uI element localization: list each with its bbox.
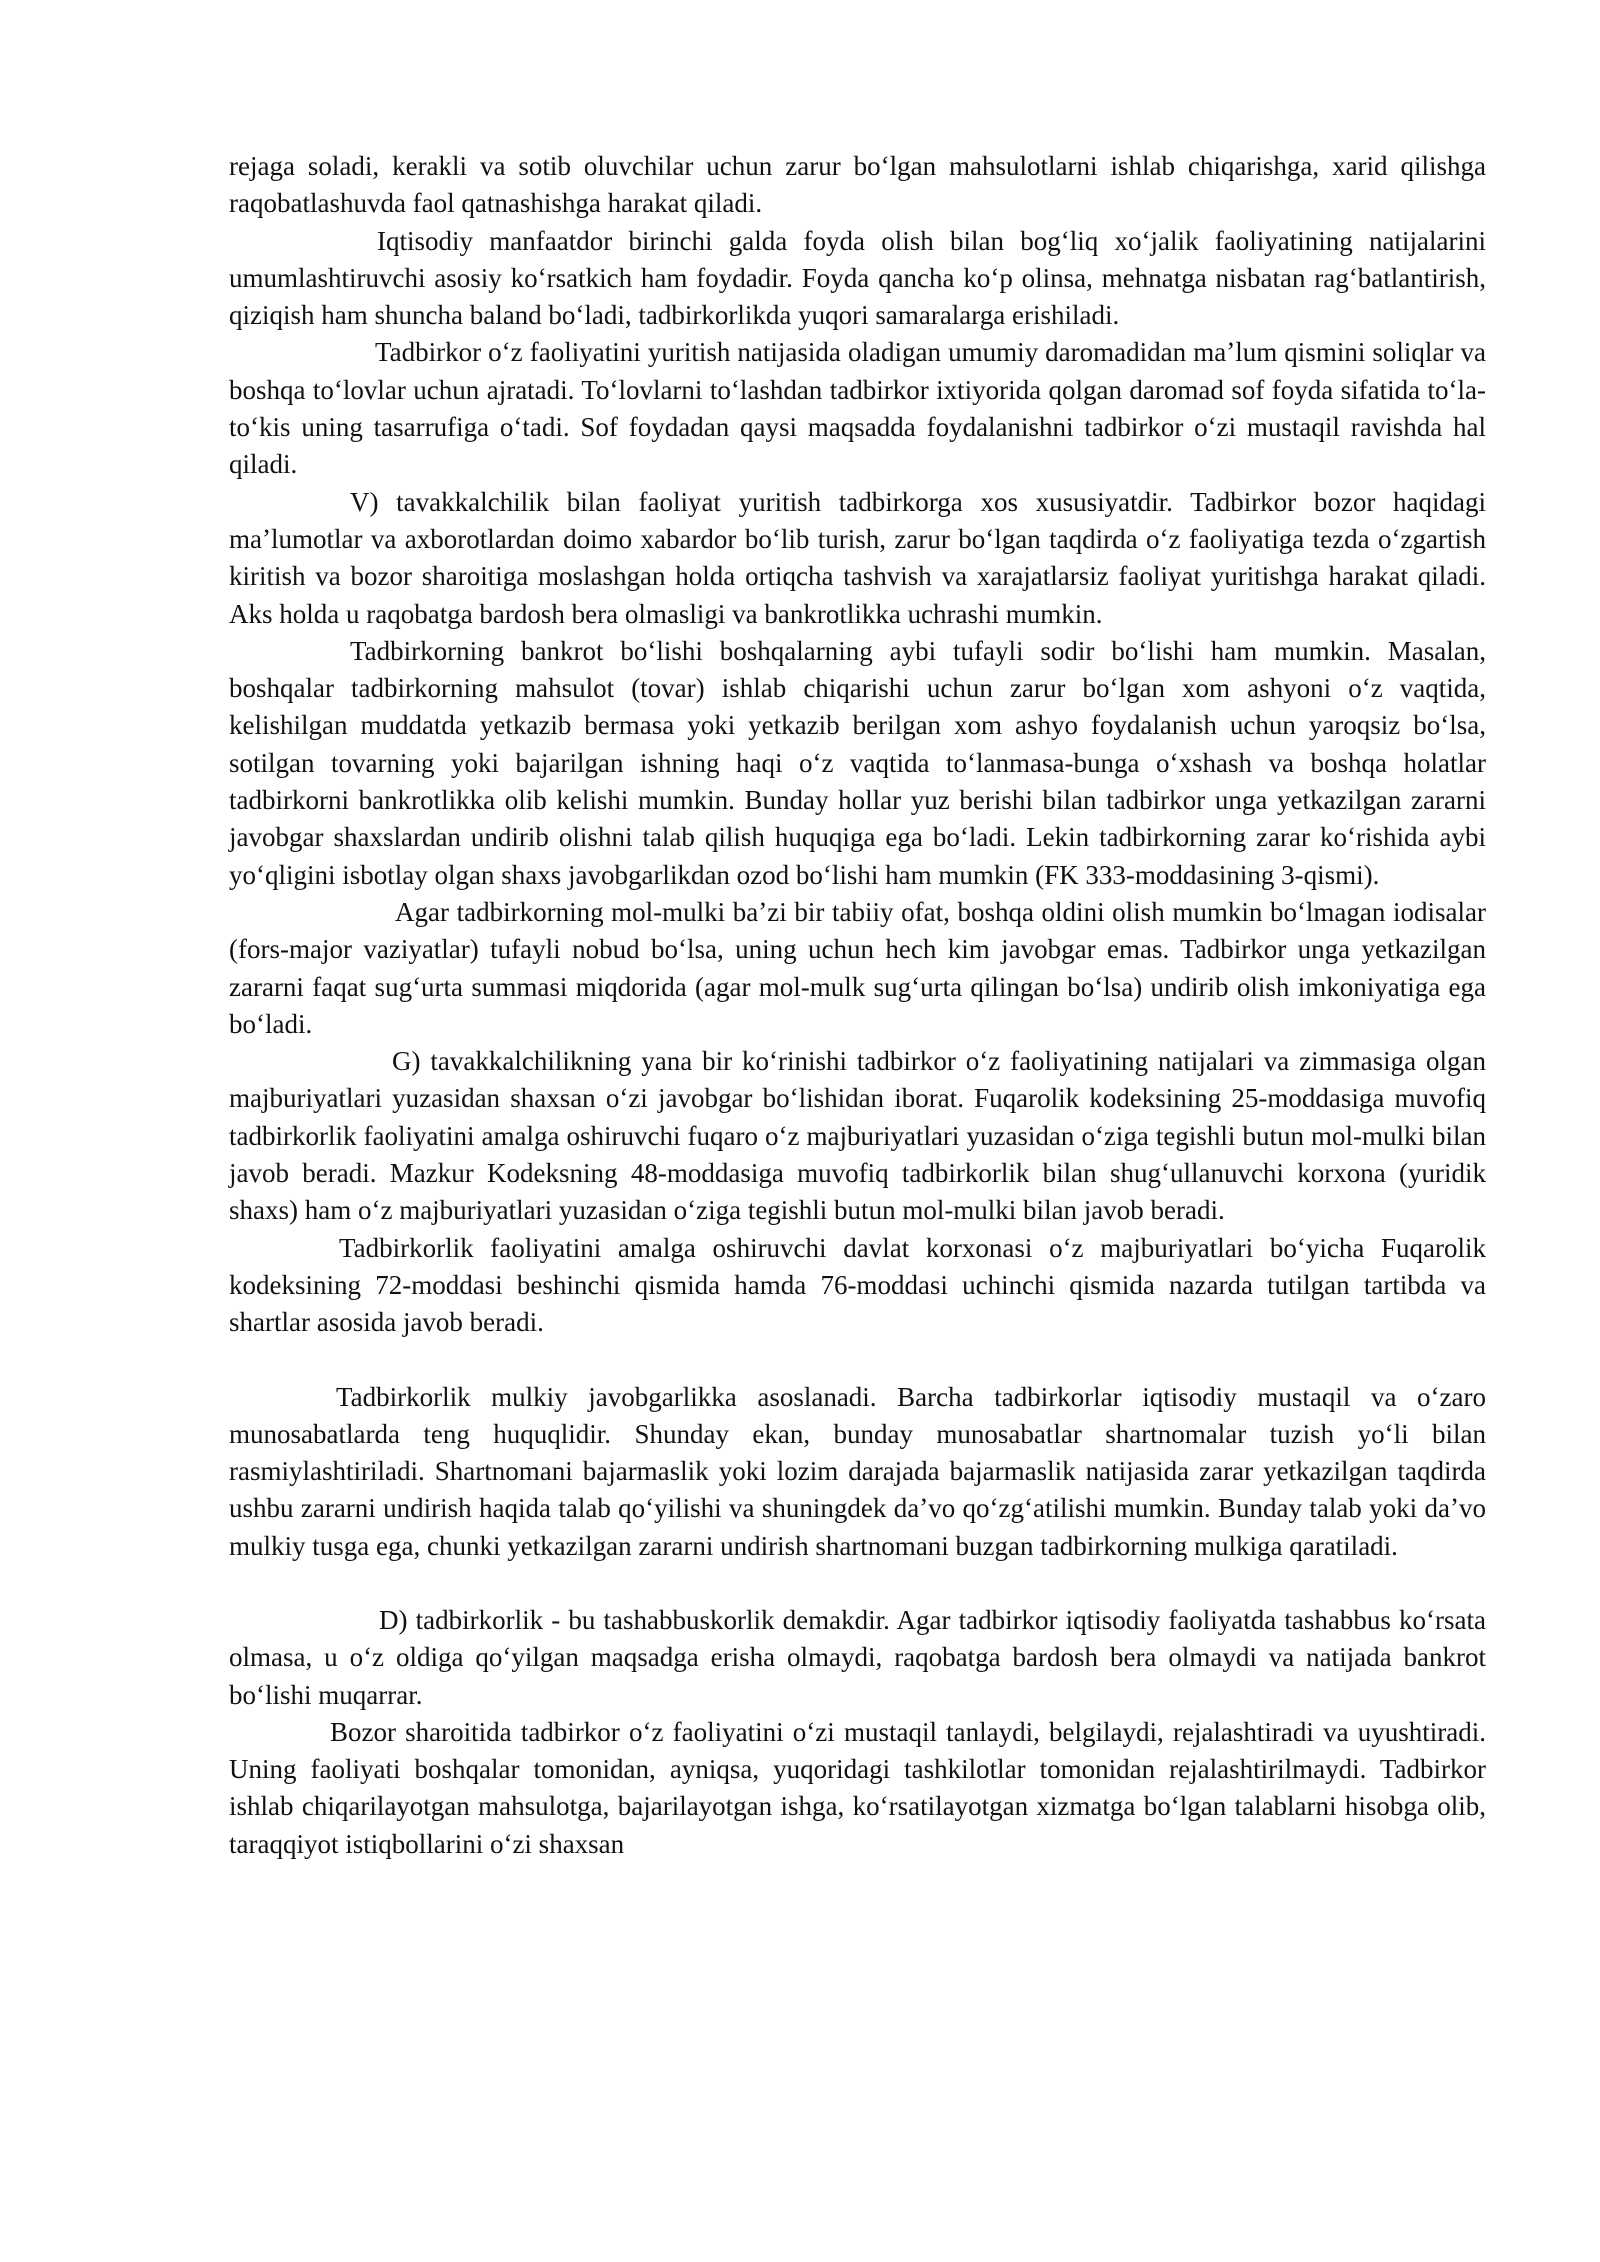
document-page — [229, 148, 1486, 1863]
paragraph: Tadbirkorlik mulkiy javobgarlikka asoslanadi. Barcha tadbirkorlar iqtisodiy mustaqil va oʻzaro munosabatlarda teng huquqlidir. Shunday ekan, bunday munosabatlar shartnomalar tuzish yoʻli bilan rasmiylashtiriladi. Shartnomani bajarmaslik yoki lozim darajada bajarmaslik natijasida zarar yetkazilgan taqdirda ushbu zararni undirish haqida talab qoʻyilishi va shuningdek daʼvo qoʻzgʻatilishi mumkin. Bunday talab yoki daʼvo mulkiy tusga ega, chunki yetkazilgan zararni undirish shartnomani buzgan tadbirkorning mulkiga qaratiladi. — [229, 1381, 1486, 1561]
paragraph: Bozor sharoitida tadbirkor oʻz faoliyatini oʻzi mustaqil tanlaydi, belgilaydi, rejalashtiradi va uyushtiradi. Uning faoliyati boshqalar tomonidan, ayniqsa, yuqoridagi tashkilotlar tomonidan rejalashtirilmaydi. Tadbirkor ishlab chiqarilayotgan mahsulotga, bajarilayotgan ishga, koʻrsatilayotgan xizmatga boʻlgan talablarni hisobga olib, taraqqiyot istiqbollarini oʻzi shaxsan — [229, 1716, 1486, 1859]
paragraph-spacer — [229, 1342, 1486, 1379]
paragraph: Tadbirkorning bankrot boʻlishi boshqalarning aybi tufayli sodir boʻlishi ham mumkin. Masalan, boshqalar tadbirkorning mahsulot (tovar) ishlab chiqarishi uchun zarur boʻlgan xom ashyoni oʻz vaqtida, kelishilgan muddatda yetkazib bermasa yoki yetkazib berilgan xom ashyo foydalanish uchun yaroqsiz boʻlsa, sotilgan tovarning yoki bajarilgan ishning haqi oʻz vaqtida toʻlanmasa-bunga oʻxshash va boshqa holatlar tadbirkorni bankrotlikka olib kelishi mumkin. Bunday hollar yuz berishi bilan tadbirkor unga yetkazilgan zararni javobgar shaxslardan undirib olishni talab qilish huquqiga ega boʻladi. Lekin tadbirkorning zarar koʻrishida aybi yoʻqligini isbotlay olgan shaxs javobgarlikdan ozod boʻlishi ham mumkin (FK 333-moddasining 3-qismi). — [229, 635, 1486, 890]
paragraph: G) tavakkalchilikning yana bir koʻrinishi tadbirkor oʻz faoliyatining natijalari va zimmasiga olgan majburiyatlari yuzasidan shaxsan oʻzi javobgar boʻlishidan iborat. Fuqarolik kodeksining 25-moddasiga muvofiq tadbirkorlik faoliyatini amalga oshiruvchi fuqaro oʻz majburiyatlari yuzasidan oʻziga tegishli butun mol-mulki bilan javob beradi. Mazkur Kodeksning 48-moddasiga muvofiq tadbirkorlik bilan shugʻullanuvchi korxona (yuridik shaxs) ham oʻz majburiyatlari yuzasidan oʻziga tegishli butun mol-mulki bilan javob beradi. — [229, 1046, 1486, 1226]
paragraph: rejaga soladi, kerakli va sotib oluvchilar uchun zarur boʻlgan mahsulotlarni ishlab chiqarishga, xarid qilishga raqobatlashuvda faol qatnashishga harakat qiladi. — [229, 151, 1486, 219]
paragraph: Tadbirkor oʻz faoliyatini yuritish natijasida oladigan umumiy daromadidan maʼlum qismini soliqlar va boshqa toʻlovlar uchun ajratadi. Toʻlovlarni toʻlashdan tadbirkor ixtiyorida qolgan daromad sof foyda sifatida toʻla-toʻkis uning tasarrufiga oʻtadi. Sof foydadan qaysi maqsadda foydalanishni tadbirkor oʻzi mustaqil ravishda hal qiladi. — [229, 337, 1486, 480]
paragraph: Agar tadbirkorning mol-mulki baʼzi bir tabiiy ofat, boshqa oldini olish mumkin boʻlmagan iodisalar (fors-major vaziyatlar) tufayli nobud boʻlsa, uning uchun hech kim javobgar emas. Tadbirkor unga yetkazilgan zararni faqat sugʻurta summasi miqdorida (agar mol-mulk sugʻurta qilingan boʻlsa) undirib olish imkoniyatiga ega boʻladi. — [229, 896, 1486, 1039]
paragraph: Iqtisodiy manfaatdor birinchi galda foyda olish bilan bogʻliq xoʻjalik faoliyatining natijalarini umumlashtiruvchi asosiy koʻrsatkich ham foydadir. Foyda qancha koʻp olinsa, mehnatga nisbatan ragʻbatlantirish, qiziqish ham shuncha baland boʻladi, tadbirkorlikda yuqori samaralarga erishiladi. — [229, 225, 1486, 331]
paragraph-spacer — [229, 1565, 1486, 1602]
paragraph: D) tadbirkorlik - bu tashabbuskorlik demakdir. Agar tadbirkor iqtisodiy faoliyatda tashabbus koʻrsata olmasa, u oʻz oldiga qoʻyilgan maqsadga erisha olmaydi, raqobatga bardosh bera olmaydi va natijada bankrot boʻlishi muqarrar. — [229, 1604, 1486, 1710]
paragraph: V) tavakkalchilik bilan faoliyat yuritish tadbirkorga xos xususiyatdir. Tadbirkor bozor haqidagi maʼlumotlar va axborotlardan doimo xabardor boʻlib turish, zarur boʻlgan taqdirda oʻz faoliyatiga tezda oʻzgartish kiritish va bozor sharoitiga moslashgan holda ortiqcha tashvish va xarajatlarsiz faoliyat yuritishga harakat qiladi. Aks holda u raqobatga bardosh bera olmasligi va bankrotlikka uchrashi mumkin. — [229, 486, 1486, 629]
paragraph: Tadbirkorlik faoliyatini amalga oshiruvchi davlat korxonasi oʻz majburiyatlari boʻyicha Fuqarolik kodeksining 72-moddasi beshinchi qismida hamda 76-moddasi uchinchi qismida nazarda tutilgan tartibda va shartlar asosida javob beradi. — [229, 1232, 1486, 1338]
